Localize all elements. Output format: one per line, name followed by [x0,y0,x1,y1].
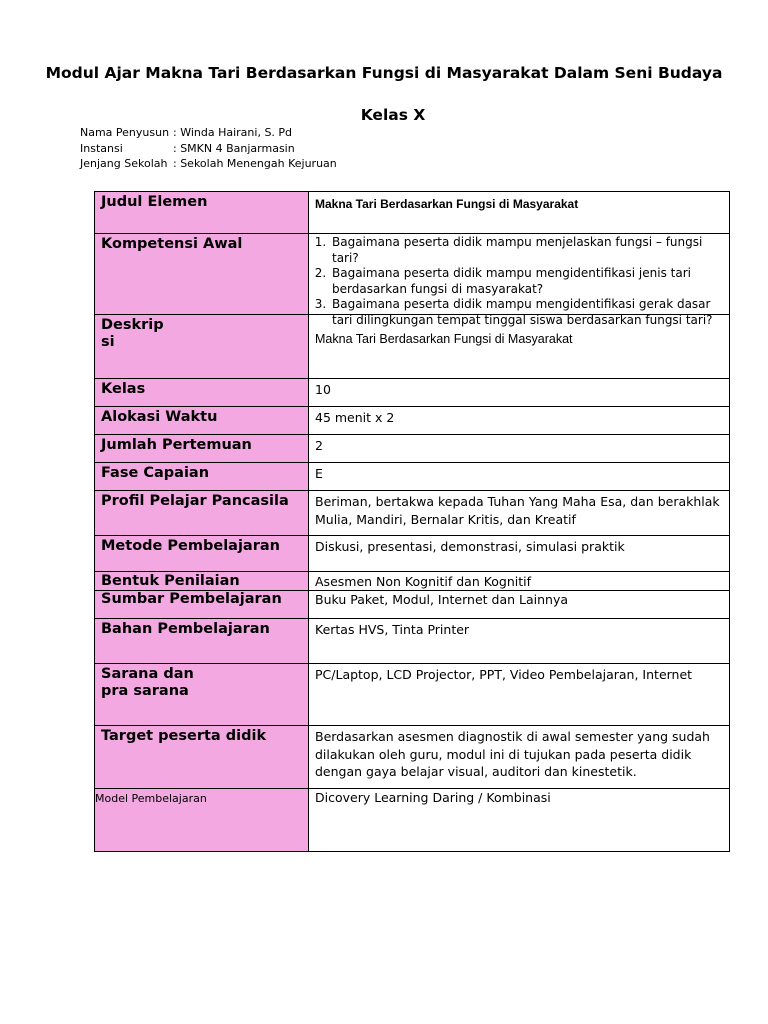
row-label-line: Deskrip [101,317,164,333]
row-value: Diskusi, presentasi, demonstrasi, simulasi praktik [315,539,625,554]
table-row-alokasi-waktu [94,407,730,435]
row-value: 10 [315,382,331,397]
row-label: Kompetensi Awal [95,234,309,314]
row-label: Model Pembelajaran [95,789,309,851]
module-table [94,191,730,852]
row-label: Bentuk Penilaian [95,572,309,590]
row-value: Makna Tari Berdasarkan Fungsi di Masyarakat [315,197,579,211]
row-value: Buku Paket, Modul, Internet dan Lainnya [315,592,569,607]
table-row-bentuk-penilaian [94,572,730,591]
author-info [80,125,337,172]
row-label: Judul Elemen [95,192,309,233]
document-subtitle: Kelas X [360,106,426,124]
info-value: : SMKN 4 Banjarmasin [173,141,295,155]
info-label: Jenjang Sekolah [80,157,168,170]
row-value: Asesmen Non Kognitif dan Kognitif [315,574,532,589]
info-label: Instansi [80,141,123,155]
row-label: Sumbar Pembelajaran [95,591,309,618]
row-label: Jumlah Pertemuan [95,435,309,462]
document-title: Modul Ajar Makna Tari Berdasarkan Fungsi di Masyarakat Dalam Seni Budaya [45,64,723,82]
info-row-institution [80,141,337,157]
table-row-sarana [94,664,730,726]
info-label: Nama Penyusun [80,126,170,139]
table-row-target [94,726,730,789]
list-item: 1. Bagaimana peserta didik mampu menjelaskan fungsi – fungsi tari? [330,235,723,266]
row-value: Beriman, bertakwa kepada Tuhan Yang Maha Esa, dan berakhlak Mulia, Mandiri, Bernalar Kritis, dan Kreatif [315,494,720,527]
row-label: Bahan Pembelajaran [95,619,309,663]
info-row-author [80,125,337,141]
row-label [95,664,309,725]
table-row-kelas [94,379,730,407]
row-value: 45 menit x 2 [315,410,395,425]
row-label: Alokasi Waktu [95,407,309,434]
row-label [95,315,309,378]
row-label: Metode Pembelajaran [95,536,309,571]
row-label: Fase Capaian [95,463,309,490]
info-row-school-level [80,156,337,172]
table-row-fase-capaian [94,463,730,491]
table-row-sumber [94,591,730,619]
table-row-metode [94,536,730,572]
table-row-model [94,789,730,852]
row-value: 2 [315,438,323,453]
table-row-judul-elemen [94,191,730,234]
row-value: Dicovery Learning Daring / Kombinasi [315,790,551,805]
table-row-profil-pelajar [94,491,730,536]
row-label-line: Sarana dan [101,666,194,682]
row-label: Kelas [95,379,309,406]
row-value: Kertas HVS, Tinta Printer [315,622,470,637]
row-label-line: si [101,334,115,350]
row-value: E [315,466,323,481]
table-row-bahan [94,619,730,664]
table-row-deskripsi [94,315,730,379]
info-value: : Winda Hairani, S. Pd [173,126,293,139]
row-value: Makna Tari Berdasarkan Fungsi di Masyarakat [315,332,573,346]
row-value: Berdasarkan asesmen diagnostik di awal semester yang sudah dilakukan oleh guru, modul ini di tujukan pada peserta didik dengan gaya belajar visual, auditori dan kinestetik. [315,729,710,779]
info-value: : Sekolah Menengah Kejuruan [173,157,337,170]
row-label-line: pra sarana [101,683,189,699]
list-item: 2. Bagaimana peserta didik mampu mengidentifikasi jenis tari berdasarkan fungsi di masyarakat? [330,266,723,297]
row-label: Target peserta didik [95,726,309,788]
table-row-jumlah-pertemuan [94,435,730,463]
list-item: 3. Bagaimana peserta didik mampu mengidentifikasi gerak dasar tari dilingkungan tempat tinggal siswa berdasarkan fungsi tari? [330,297,723,328]
row-value: PC/Laptop, LCD Projector, PPT, Video Pembelajaran, Internet [315,667,693,682]
row-label: Profil Pelajar Pancasila [95,491,309,535]
